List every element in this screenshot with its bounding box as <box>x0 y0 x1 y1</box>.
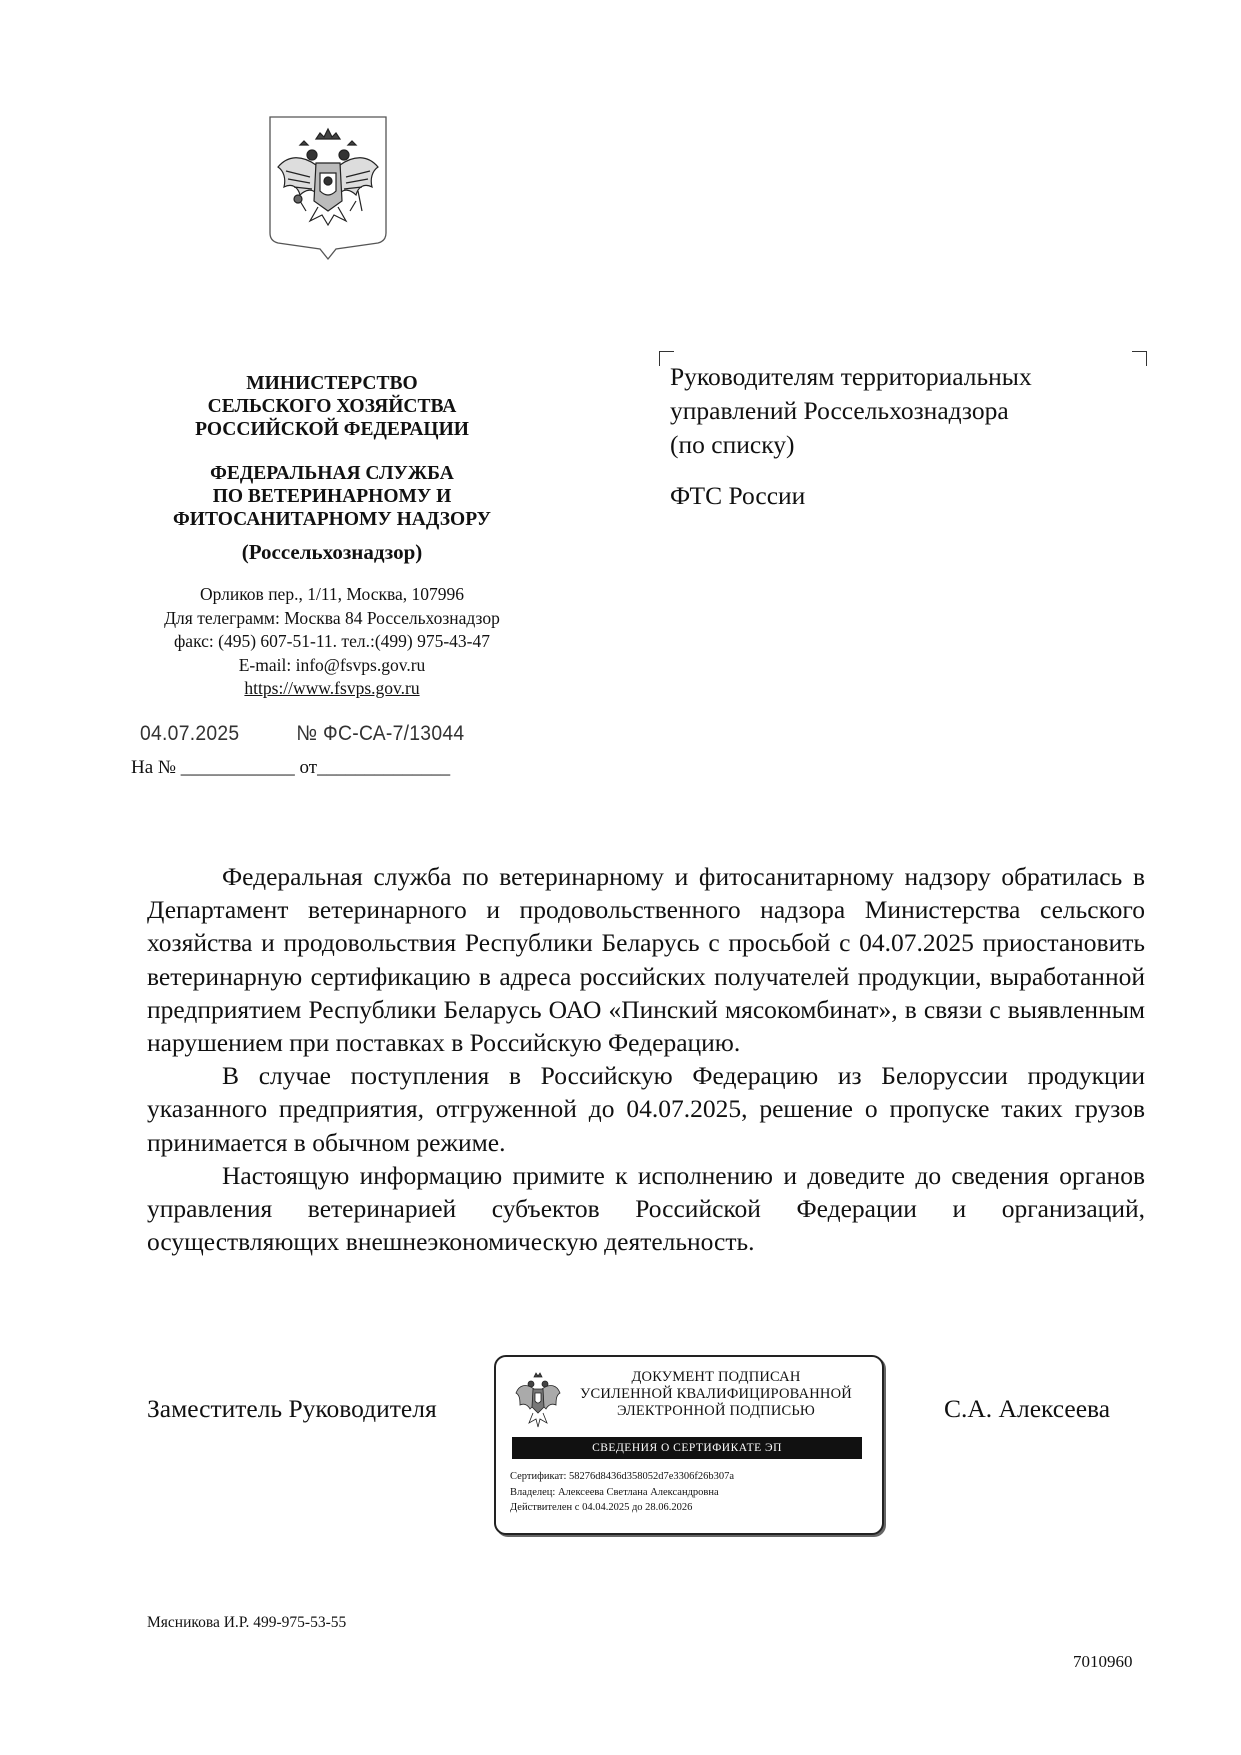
stamp-title-line: УСИЛЕННОЙ КВАЛИФИЦИРОВАННОЙ <box>580 1386 852 1402</box>
certificate-details <box>510 1469 734 1516</box>
address: Орликов пер., 1/11, Москва, 107996 <box>199 584 465 604</box>
contact-block <box>110 583 554 701</box>
reply-reference-line: На № ____________ от______________ <box>131 757 451 778</box>
certificate-owner: Владелец: Алексеева Светлана Александровна <box>510 1486 719 1498</box>
addressee-line: управлений Россельхознадзора <box>670 396 1009 425</box>
service-line: ФИТОСАНИТАРНОМУ НАДЗОРУ <box>173 509 491 530</box>
ministry-line: РОССИЙСКОЙ ФЕДЕРАЦИИ <box>195 419 469 440</box>
registration-line <box>140 722 465 746</box>
ministry-line: МИНИСТЕРСТВО <box>246 373 418 394</box>
addressee-block <box>670 360 1140 513</box>
document-barcode-number: 7010960 <box>1073 1652 1133 1671</box>
email-line: E-mail: info@fsvps.gov.ru <box>238 654 426 675</box>
stamp-title <box>566 1369 866 1420</box>
stamp-title-line: ЭЛЕКТРОННОЙ ПОДПИСЬЮ <box>616 1403 816 1419</box>
electronic-signature-stamp <box>494 1355 884 1535</box>
body-paragraph: В случае поступления в Российскую Федерацию из Белоруссии продукции указанного предприятия, отгруженной до 04.07.2025, решение о пропуске таких грузов принимается в обычном режиме. <box>147 1061 1145 1157</box>
addressee-line: (по списку) <box>670 430 795 459</box>
service-line: ПО ВЕТЕРИНАРНОМУ И <box>212 486 452 507</box>
ministry-line: СЕЛЬСКОГО ХОЗЯЙСТВА <box>207 396 457 417</box>
letter-body <box>147 860 1145 1258</box>
document-number: № ФС-СА-7/13044 <box>296 722 465 745</box>
telegram-line: Для телеграмм: Москва 84 Россельхознадзор <box>164 607 500 628</box>
service-name <box>110 462 554 531</box>
website-link[interactable]: https://www.fsvps.gov.ru <box>244 678 420 699</box>
russian-coat-of-arms-icon <box>266 115 390 261</box>
addressee-second: ФТС России <box>670 481 806 510</box>
signer-name: С.А. Алексеева <box>944 1394 1111 1423</box>
body-paragraph: Федеральная служба по ветеринарному и фитосанитарному надзору обратилась в Департамент ветеринарного и продовольственного надзора Министерства сельского хозяйства и продовольствия Республики Беларусь с просьбой с 04.07.2025 приостановить ветеринарную сертификацию в адреса российских получателей продукции, выработанной предприятием Республики Беларусь ОАО «Пинский мясокомбинат», в связи с выявленным нарушением при поставках в Российскую Федерацию. <box>147 862 1145 1058</box>
signer-role: Заместитель Руководителя <box>147 1394 437 1423</box>
addressee-line: Руководителям территориальных <box>670 362 1032 391</box>
service-line: ФЕДЕРАЛЬНАЯ СЛУЖБА <box>210 463 454 484</box>
document-date: 04.07.2025 <box>140 722 240 745</box>
executor-contact: Мясникова И.Р. 499-975-53-55 <box>147 1614 347 1631</box>
ministry-name <box>110 372 554 441</box>
certificate-validity: Действителен с 04.04.2025 до 28.06.2026 <box>510 1502 693 1513</box>
body-paragraph: Настоящую информацию примите к исполнению и доведите до сведения органов управления ветеринарией субъектов Российской Федерации и организаций, осуществляющих внешнеэкономическую деятельность. <box>147 1160 1145 1257</box>
coat-of-arms-icon <box>514 1371 562 1429</box>
stamp-title-line: ДОКУМЕНТ ПОДПИСАН <box>631 1369 801 1385</box>
certificate-id: Сертификат: 58276d8436d358052d7e3306f26b307a <box>510 1471 735 1482</box>
phone-line: факс: (495) 607-51-11. тел.:(499) 975-43-47 <box>173 631 491 652</box>
service-short-name: (Россельхознадзор) <box>241 540 423 564</box>
certificate-info-bar: СВЕДЕНИЯ О СЕРТИФИКАТЕ ЭП <box>512 1437 862 1459</box>
